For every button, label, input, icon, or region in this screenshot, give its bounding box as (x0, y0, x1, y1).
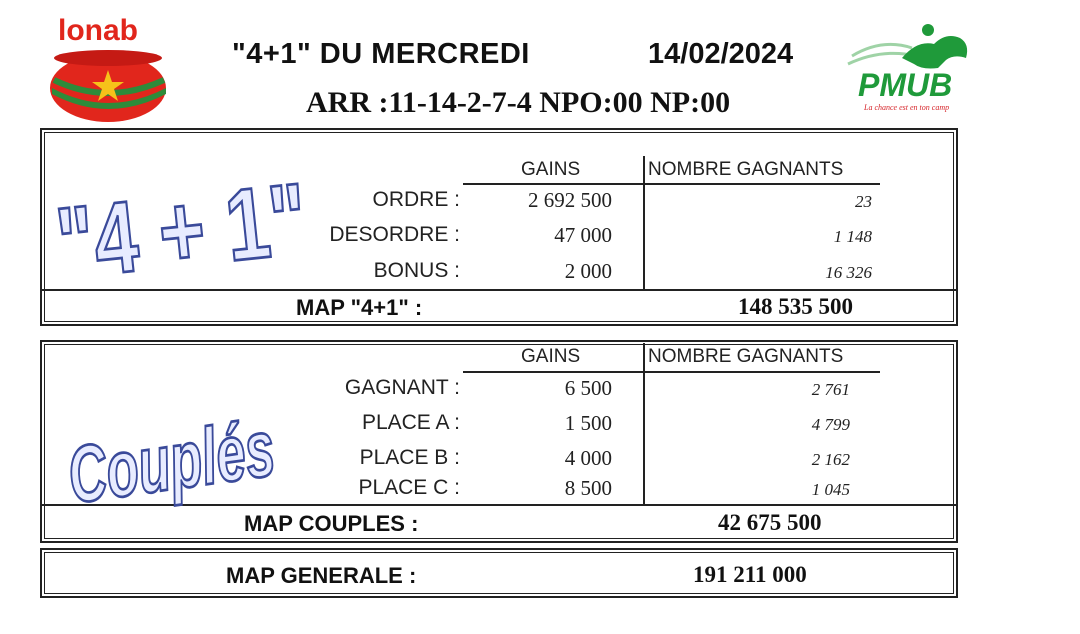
row-label-ordre: ORDRE : (372, 188, 460, 211)
header-underline (463, 183, 880, 185)
big-title-4plus1 (51, 150, 313, 301)
col-header-gains: GAINS (521, 159, 581, 180)
pmub-logo (842, 18, 982, 114)
map-generale-box (40, 548, 958, 598)
map-generale-label: MAP GENERALE : (226, 563, 417, 588)
gains-desordre: 47 000 (554, 223, 612, 247)
row-label-bonus: BONUS : (373, 259, 460, 282)
header-underline (463, 371, 880, 373)
col-header-gagnants: NOMBRE GAGNANTS (648, 346, 844, 367)
row-label-place-b: PLACE B : (359, 446, 460, 469)
row-label-place-c: PLACE C : (358, 476, 460, 499)
draw-date: 14/02/2024 (648, 38, 794, 70)
col-header-gagnants: NOMBRE GAGNANTS (648, 159, 844, 180)
column-divider (643, 156, 645, 289)
gagnants-place-b: 2 162 (811, 450, 850, 469)
row-label-place-a: PLACE A : (361, 411, 460, 434)
row-label-desordre: DESORDRE : (329, 223, 460, 246)
page-title: "4+1" DU MERCREDI (232, 38, 530, 70)
gagnants-desordre: 1 148 (833, 227, 872, 246)
big-title-4plus1-text: "4 + 1" (51, 162, 313, 301)
gagnants-bonus: 16 326 (825, 263, 872, 282)
gagnants-ordre: 23 (855, 192, 872, 211)
big-title-couples-text: Couplés (62, 404, 280, 521)
horse-jockey-icon (902, 36, 967, 69)
lonab-logo (46, 10, 176, 125)
gains-place-c: 8 500 (564, 476, 612, 500)
map-couples-label: MAP COUPLES : (244, 511, 419, 536)
gagnants-place-a: 4 799 (811, 415, 850, 434)
map-generale-value: 191 211 000 (693, 562, 807, 587)
divider (42, 289, 956, 291)
gagnants-gagnant: 2 761 (811, 380, 850, 399)
pmub-tagline: La chance est en ton camp (864, 103, 950, 112)
gagnants-place-c: 1 045 (811, 480, 850, 499)
arrivee-line: ARR :11-14-2-7-4 NPO:00 NP:00 (306, 86, 731, 119)
map-couples-value: 42 675 500 (718, 510, 822, 535)
lonab-logo-text: lonab (58, 14, 138, 47)
column-divider (643, 343, 645, 504)
pmub-logo-text: PMUB (858, 67, 953, 103)
row-label-gagnant: GAGNANT : (344, 376, 460, 399)
gains-gagnant: 6 500 (564, 376, 612, 400)
big-title-couples (58, 368, 280, 521)
gains-ordre: 2 692 500 (528, 188, 612, 212)
gains-bonus: 2 000 (564, 259, 612, 283)
map-4plus1-label: MAP "4+1" : (296, 295, 423, 320)
map-4plus1-value: 148 535 500 (738, 294, 853, 319)
gains-place-b: 4 000 (564, 446, 612, 470)
col-header-gains: GAINS (521, 346, 581, 367)
gains-place-a: 1 500 (564, 411, 612, 435)
